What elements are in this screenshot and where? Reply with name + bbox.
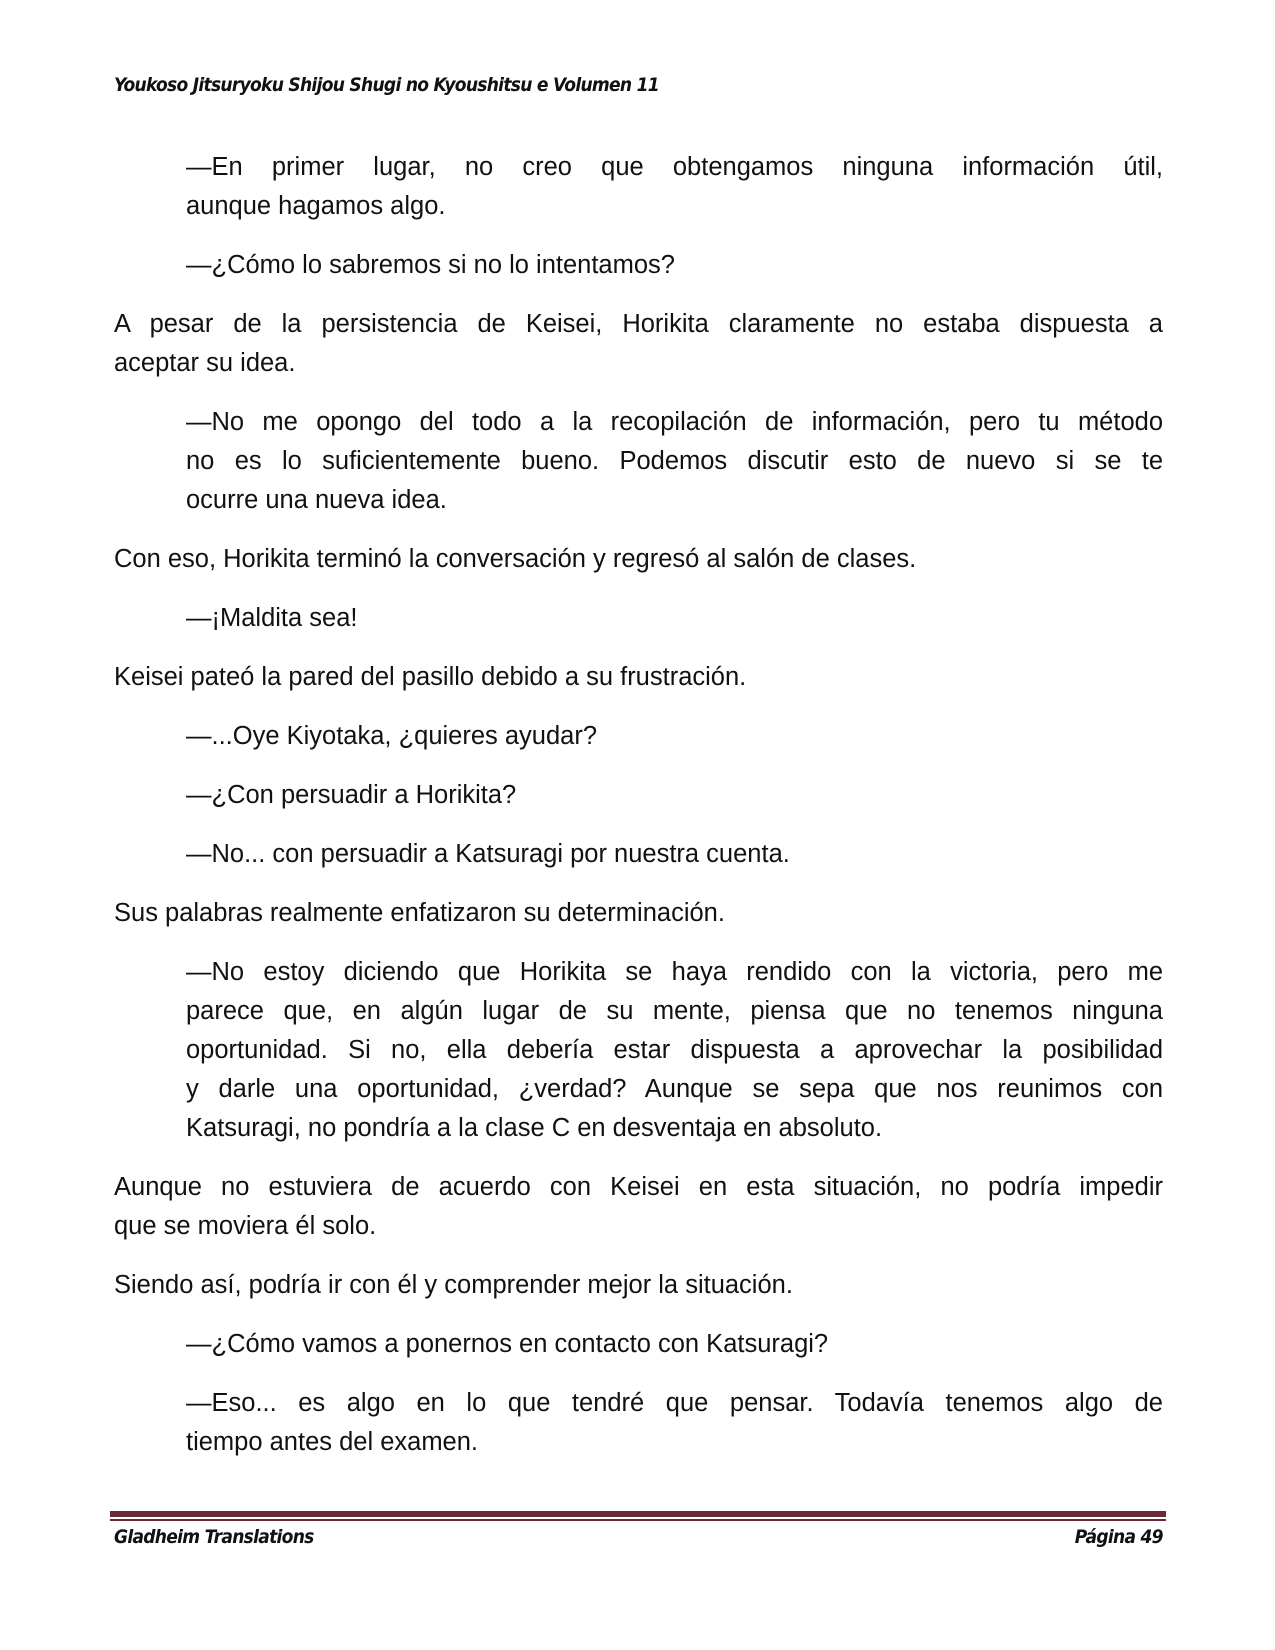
narration-paragraph — [114, 1266, 1163, 1305]
text-line: ocurre una nueva idea. — [186, 486, 447, 514]
running-header: Youkoso Jitsuryoku Shijou Shugi no Kyoushitsu e Volumen 11 — [114, 74, 659, 96]
text-line: —¿Con persuadir a Horikita? — [186, 781, 517, 809]
text-line: aunque hagamos algo. — [186, 192, 446, 220]
dialogue-paragraph — [114, 246, 1163, 285]
text-line: Katsuragi, no pondría a la clase C en desventaja en absoluto. — [186, 1114, 883, 1142]
text-line: que se moviera él solo. — [114, 1212, 377, 1240]
text-line: Aunque no estuviera de acuerdo con Keisei en esta situación, no podría impedir — [114, 1173, 1163, 1201]
text-line: Siendo así, podría ir con él y comprender mejor la situación. — [114, 1271, 793, 1299]
narration-paragraph — [114, 658, 1163, 697]
text-line: —No... con persuadir a Katsuragi por nuestra cuenta. — [186, 840, 790, 868]
text-line: —No estoy diciendo que Horikita se haya rendido con la victoria, pero me — [186, 958, 1163, 986]
dialogue-paragraph — [114, 717, 1163, 756]
dialogue-paragraph — [114, 1325, 1163, 1364]
page-body — [114, 148, 1163, 1482]
dialogue-paragraph — [114, 599, 1163, 638]
text-line: —¡Maldita sea! — [186, 604, 358, 632]
dialogue-paragraph — [114, 953, 1163, 1148]
text-line: Con eso, Horikita terminó la conversación y regresó al salón de clases. — [114, 545, 917, 573]
dialogue-paragraph — [114, 835, 1163, 874]
footer-rule-thin — [110, 1519, 1166, 1521]
text-line: tiempo antes del examen. — [186, 1428, 479, 1456]
text-line: no es lo suficientemente bueno. Podemos discutir esto de nuevo si se te — [186, 447, 1163, 475]
text-line: —¿Cómo vamos a ponernos en contacto con Katsuragi? — [186, 1330, 829, 1358]
text-line: aceptar su idea. — [114, 349, 296, 377]
text-line: —Eso... es algo en lo que tendré que pensar. Todavía tenemos algo de — [186, 1389, 1163, 1417]
text-line: Keisei pateó la pared del pasillo debido a su frustración. — [114, 663, 747, 691]
text-line: —...Oye Kiyotaka, ¿quieres ayudar? — [186, 722, 598, 750]
narration-paragraph — [114, 305, 1163, 383]
text-line: parece que, en algún lugar de su mente, piensa que no tenemos ninguna — [186, 997, 1163, 1025]
text-line: —No me opongo del todo a la recopilación de información, pero tu método — [186, 408, 1163, 436]
footer-publisher: Gladheim Translations — [114, 1526, 314, 1548]
text-line: oportunidad. Si no, ella debería estar dispuesta a aprovechar la posibilidad — [186, 1036, 1163, 1064]
text-line: —¿Cómo lo sabremos si no lo intentamos? — [186, 251, 675, 279]
dialogue-paragraph — [114, 1384, 1163, 1462]
text-line: Sus palabras realmente enfatizaron su determinación. — [114, 899, 725, 927]
footer-rule — [110, 1511, 1166, 1517]
narration-paragraph — [114, 1168, 1163, 1246]
text-line: —En primer lugar, no creo que obtengamos ninguna información útil, — [186, 153, 1163, 181]
text-line: A pesar de la persistencia de Keisei, Horikita claramente no estaba dispuesta a — [114, 310, 1163, 338]
page-number: Página 49 — [1074, 1526, 1163, 1548]
narration-paragraph — [114, 540, 1163, 579]
dialogue-paragraph — [114, 403, 1163, 520]
dialogue-paragraph — [114, 148, 1163, 226]
narration-paragraph — [114, 894, 1163, 933]
text-line: y darle una oportunidad, ¿verdad? Aunque se sepa que nos reunimos con — [186, 1075, 1163, 1103]
dialogue-paragraph — [114, 776, 1163, 815]
